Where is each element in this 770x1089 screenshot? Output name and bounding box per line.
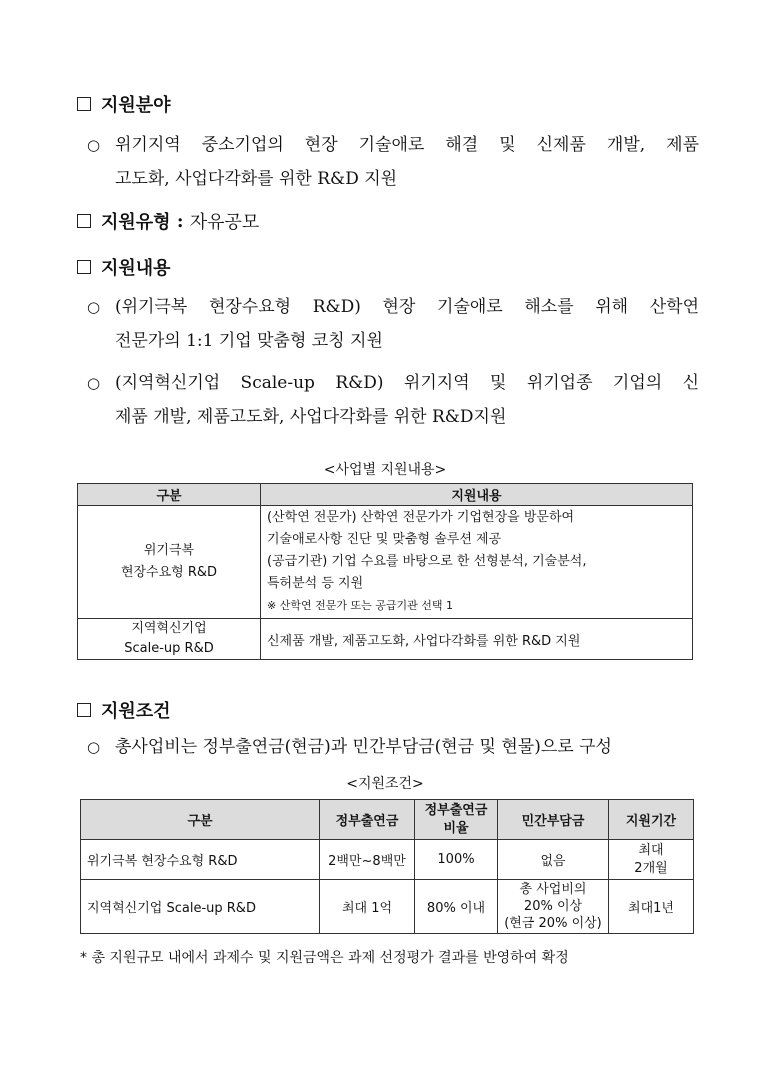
content-line: (공급기관) 기업 수요를 바탕으로 한 선형분석, 기술분석, xyxy=(267,554,587,569)
content-line: 특허분석 등 지원 xyxy=(267,576,364,591)
private-funding: 없음 xyxy=(498,840,609,880)
bullet-line: 전문가의 1:1 기업 맞춤형 코칭 지원 xyxy=(115,331,383,351)
bullet-line: 위기지역 중소기업의 현장 기술애로 해결 및 신제품 개발, 제품 xyxy=(115,135,699,155)
table2-caption: <지원조건> xyxy=(346,776,424,792)
content-line: 기술애로사항 진단 및 맞춤형 솔루션 제공 xyxy=(267,532,502,547)
table-header: 민간부담금 xyxy=(498,800,609,840)
bullet-cond-1 xyxy=(87,730,699,764)
section-separator: : xyxy=(170,210,190,232)
footnote: * 총 지원규모 내에서 과제수 및 지원금액은 과제 선정평가 결과를 반영하여 확정 xyxy=(80,950,569,966)
support-content-table xyxy=(77,483,693,660)
gov-funding: 2백만~8백만 xyxy=(320,840,415,880)
table-header: 지원내용 xyxy=(261,484,693,506)
category-name: Scale-up R&D xyxy=(124,641,214,656)
support-period: 최대1년 xyxy=(609,880,694,934)
support-conditions-table xyxy=(80,799,694,934)
section-title: 지원분야 xyxy=(101,95,171,116)
checkbox-square-icon xyxy=(77,214,91,228)
checkbox-square-icon xyxy=(77,97,91,111)
category-name: 위기극복 xyxy=(143,543,195,558)
table-header: 구분 xyxy=(78,484,261,506)
gov-ratio: 80% 이내 xyxy=(415,880,498,934)
table-row xyxy=(81,880,694,934)
support-period xyxy=(609,840,694,880)
checkbox-square-icon xyxy=(77,703,91,717)
table-row xyxy=(81,840,694,880)
bullet-line: 제품 개발, 제품고도화, 사업다각화를 위한 R&D지원 xyxy=(115,407,507,427)
category-name: 지역혁신기업 xyxy=(131,621,207,636)
bullet-line: 총사업비는 정부출연금(현금)과 민간부담금(현금 및 현물)으로 구성 xyxy=(115,737,612,757)
table-header: 지원기간 xyxy=(609,800,694,840)
content-line: 신제품 개발, 제품고도화, 사업다각화를 위한 R&D 지원 xyxy=(261,619,693,660)
private-line: (현금 20% 이상) xyxy=(504,916,602,931)
category-name: 지역혁신기업 Scale-up R&D xyxy=(81,880,320,934)
table-header: 구분 xyxy=(81,800,320,840)
bullet-content-1 xyxy=(87,290,699,358)
section-title: 지원조건 xyxy=(101,701,171,722)
category-name: 현장수요형 R&D xyxy=(120,565,218,580)
bullet-content-2 xyxy=(87,366,699,434)
table-row xyxy=(78,619,693,660)
table1-caption: <사업별 지원내용> xyxy=(323,462,447,478)
circle-bullet-icon: ○ xyxy=(87,136,101,154)
checkbox-square-icon xyxy=(77,260,91,274)
content-line: (산학연 전문가) 산학연 전문가가 기업현장을 방문하여 xyxy=(267,510,575,525)
bullet-field-1 xyxy=(87,128,699,196)
gov-funding: 최대 1억 xyxy=(320,880,415,934)
private-line: 20% 이상 xyxy=(523,899,583,914)
category-name: 위기극복 현장수요형 R&D xyxy=(81,840,320,880)
section-title: 지원유형 xyxy=(101,212,171,233)
section-value: 자유공모 xyxy=(189,212,260,233)
period-line: 최대 xyxy=(638,842,664,858)
bullet-line: 고도화, 사업다각화를 위한 R&D 지원 xyxy=(115,169,398,189)
circle-bullet-icon: ○ xyxy=(87,738,101,756)
table-row xyxy=(78,506,693,619)
period-line: 2개월 xyxy=(634,860,668,876)
section-heading-type xyxy=(77,208,259,234)
bullet-line: (위기극복 현장수요형 R&D) 현장 기술애로 해소를 위해 산학연 xyxy=(115,297,699,317)
section-heading-conditions xyxy=(77,697,171,723)
section-heading-content xyxy=(77,254,171,280)
gov-ratio: 100% xyxy=(415,840,498,880)
circle-bullet-icon: ○ xyxy=(87,374,101,392)
section-title: 지원내용 xyxy=(101,258,171,279)
private-line: 총 사업비의 xyxy=(519,882,587,897)
table-header xyxy=(415,800,498,840)
content-note: ※ 산학연 전문가 또는 공급기관 선택 1 xyxy=(267,599,453,612)
bullet-line: (지역혁신기업 Scale-up R&D) 위기지역 및 위기업종 기업의 신 xyxy=(115,373,699,393)
section-heading-field xyxy=(77,91,171,117)
header-line: 비율 xyxy=(443,820,469,836)
circle-bullet-icon: ○ xyxy=(87,298,101,316)
header-line: 정부출연금 xyxy=(424,802,488,818)
private-funding xyxy=(498,880,609,934)
table-header: 정부출연금 xyxy=(320,800,415,840)
